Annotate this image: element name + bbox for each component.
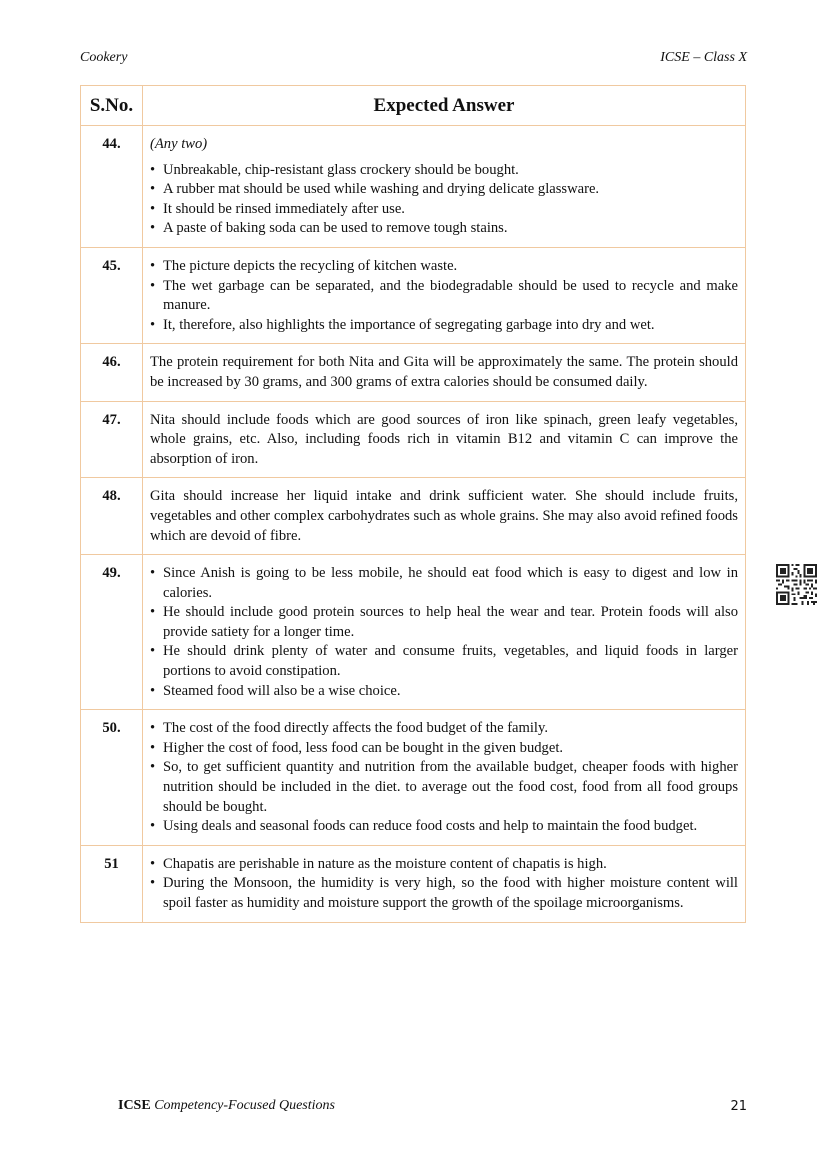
answer-text: Nita should include foods which are good sources of iron like spinach, green leafy vegetables, whole grains, etc. Also, including foods rich in vitamin B12 and vitamin C can improve the absorption of iron. [150,411,738,467]
qr-code-icon [776,564,817,605]
answer-bullet: • Higher the cost of food, less food can be bought in the given budget. [150,739,738,759]
page-number: 21 [730,1099,747,1114]
answer-cell [143,555,746,710]
answer-cell [143,710,746,846]
answer-bullet-list [150,564,738,701]
answer-bullet: • It, therefore, also highlights the importance of segregating garbage into dry and wet. [150,316,738,336]
answer-bullet: • It should be rinsed immediately after use. [150,200,738,220]
header-subject: Cookery [80,50,128,65]
answer-bullet-list [150,257,738,335]
row-number: 44. [81,126,143,248]
footer-title [118,1098,335,1114]
answer-bullet: • A rubber mat should be used while washing and drying delicate glassware. [150,180,738,200]
row-number: 45. [81,247,143,343]
col-sno-header: S.No. [81,86,143,126]
answer-bullet: • Steamed food will also be a wise choice. [150,682,738,702]
table-row [81,344,746,401]
table-row [81,845,746,922]
table-header-row [81,86,746,126]
answer-bullet-list [150,161,738,239]
answer-bullet: • Unbreakable, chip-resistant glass crockery should be bought. [150,161,738,181]
answer-bullet: • The wet garbage can be separated, and the biodegradable should be used to recycle and make manure. [150,277,738,316]
row-number: 48. [81,478,143,555]
answer-cell [143,478,746,555]
table-row [81,555,746,710]
answer-cell [143,126,746,248]
table-row [81,710,746,846]
answer-bullet: • Using deals and seasonal foods can reduce food costs and help to maintain the food budget. [150,817,738,837]
row-number: 49. [81,555,143,710]
answer-cell [143,401,746,478]
answer-text: The protein requirement for both Nita and Gita will be approximately the same. The protein should be increased by 30 grams, and 300 grams of extra calories should be consumed daily. [150,354,738,390]
answer-intro: (Any two) [150,136,208,152]
answer-bullet: • He should include good protein sources to help heal the wear and tear. Protein foods will also provide satiety for a longer time. [150,603,738,642]
row-number: 46. [81,344,143,401]
answer-bullet-list [150,855,738,914]
answer-bullet: • So, to get sufficient quantity and nutrition from the available budget, cheaper foods with higher nutrition should be included in the diet. to average out the food cost, food from all food groups should be bought. [150,758,738,817]
header-class: ICSE – Class X [660,50,747,65]
table-row [81,478,746,555]
table-row [81,247,746,343]
answer-cell [143,344,746,401]
answer-cell [143,247,746,343]
row-number: 47. [81,401,143,478]
answer-text: Gita should increase her liquid intake and drink sufficient water. She should include fruits, vegetables and other complex carbohydrates such as whole grains. She may also avoid refined foods which are devoid of fibre. [150,488,738,544]
answer-table [80,85,746,923]
answer-bullet: • Since Anish is going to be less mobile, he should eat food which is easy to digest and low in calories. [150,564,738,603]
answer-bullet-list [150,719,738,837]
answer-cell [143,845,746,922]
footer-brand: ICSE [118,1098,151,1113]
answer-bullet: • He should drink plenty of water and consume fruits, vegetables, and liquid foods in larger portions to avoid constipation. [150,642,738,681]
answer-bullet: • A paste of baking soda can be used to remove tough stains. [150,219,738,239]
row-number: 50. [81,710,143,846]
answer-bullet: • Chapatis are perishable in nature as the moisture content of chapatis is high. [150,855,738,875]
row-number: 51 [81,845,143,922]
table-row [81,401,746,478]
col-answer-header: Expected Answer [143,86,746,126]
answer-bullet: • During the Monsoon, the humidity is very high, so the food with higher moisture content will spoil faster as humidity and moisture support the growth of the spoilage microorganisms. [150,874,738,913]
footer-subtitle: Competency-Focused Questions [154,1098,335,1113]
answer-bullet: • The cost of the food directly affects the food budget of the family. [150,719,738,739]
table-row [81,126,746,248]
answer-bullet: • The picture depicts the recycling of kitchen waste. [150,257,738,277]
